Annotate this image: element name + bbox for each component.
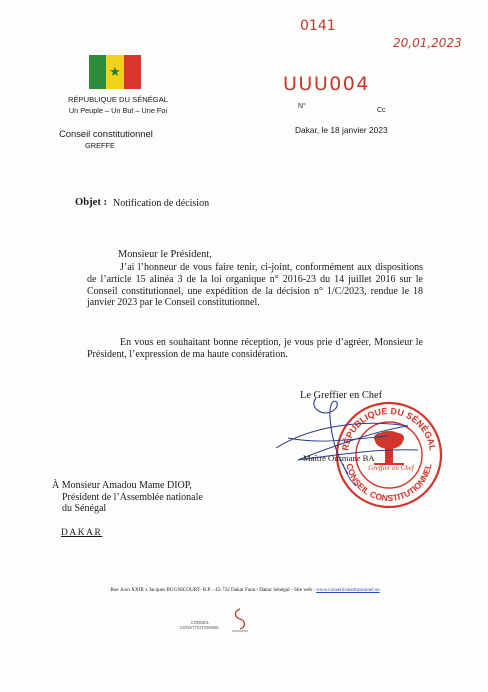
recipient-city: DAKAR [61,528,103,538]
signer-title: Le Greffier en Chef [300,390,383,401]
recipient-line-2: Président de l’Assemblée nationale [62,491,203,503]
recipient-line-1: À Monsieur Amadou Mame DIOP, [52,480,192,491]
footer-address-text: Rue Joon XXIII x Jacques BUGNICOURT- B.P. : 45-732 Dakar Fann– Dakar Sénégal - Site web : [110,587,317,593]
footer-logo-line-2: CONSTITUTIONNEL [180,625,220,630]
footer-logo-icon [228,607,252,633]
received-date: 20,01,2023 [393,36,462,50]
flag-stripe-red [124,55,141,89]
cc-label: Cc [377,107,386,114]
seal-top-text: RÉPUBLIQUE DU SÉNÉGAL [340,405,438,452]
department-name: GREFFE [85,141,115,150]
body-paragraph-1 [87,262,423,309]
star-icon: ★ [109,64,121,80]
paragraph-2-text: En vous en souhaitant bonne réception, je vous prie d’agréer, Monsieur le Président, l’expression de ma haute considération. [87,337,423,360]
republic-name: RÉPUBLIQUE DU SÉNÉGAL [67,95,168,104]
senegal-flag [89,55,141,89]
seal-bottom-text: CONSEIL CONSTITUTIONNEL [344,462,434,504]
handwritten-signature [268,378,428,488]
national-motto: Un Peuple – Un But – Une Foi [68,106,168,115]
footer-address [30,587,460,593]
seal-center-text: Greffier en Chef [368,464,414,472]
footer-logo-text [180,620,220,630]
paragraph-1-text: J’ai l’honneur de vous faire tenir, ci-joint, conformément aux dispositions de l’article 15 alinéa 3 de la loi organique n° 2016-23 du 14 juillet 2016 sur le Conseil constitutionnel, une expédition de la décision n° 1/C/2023, rendue le 18 janvier 2023 par le Conseil constitutionnel. [87,262,423,309]
subject-label: Objet : [75,197,108,208]
subject-text: Notification de décision [113,198,210,209]
flag-stripe-yellow [106,55,123,89]
body-paragraph-2 [87,337,423,361]
recipient-address [52,480,203,515]
footer-website-link[interactable]: www.conseilconstitutionnel.sn [316,587,380,593]
recipient-line-3: du Sénégal [62,503,107,515]
stamp-number: UUU004 [283,73,370,95]
registration-number: 0141 [300,18,336,34]
footer-logo-line-1: CONSEIL [190,620,209,625]
letter-date: Dakar, le 18 janvier 2023 [295,125,388,135]
institution-name: Conseil constitutionnel [59,128,153,139]
salutation: Monsieur le Président, [118,249,212,260]
flag-stripe-green [89,55,106,89]
number-label: N° [298,103,306,110]
signer-name: Maître Ousmane BA [303,453,375,463]
